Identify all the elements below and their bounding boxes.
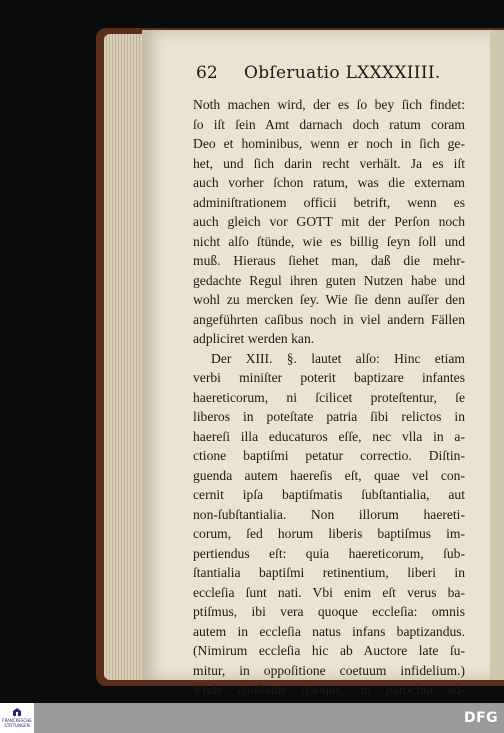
library-logo-text: FRANCKESCHE STIFTUNGEN <box>2 718 32 728</box>
text-line: non-ſubſtantialia. Non illorum haereti- <box>193 506 465 522</box>
text-line: haereticorum, ni ſcilicet proteſtentur, ſe <box>193 389 465 405</box>
text-line: wohl zu mercken ſey. Wie ſie denn auſſer den <box>193 292 465 307</box>
dfg-logo: DFG <box>464 710 499 726</box>
text-line: corum, ſed horum liberis baptiſmus im- <box>193 526 465 541</box>
text-line: het, und ſich darin recht verhält. Ja es iſt <box>193 155 465 171</box>
running-title: Obſeruatio LXXXXIIII. <box>244 63 441 83</box>
text-line: adminiſtrationem officii betrift, wenn es <box>193 194 465 210</box>
text-line: liberos in poteſtate patria ſibi relictos in <box>193 409 465 424</box>
text-line: guenda autem haereſis eſt, quae vel con- <box>193 467 465 483</box>
text-line: pertiendus eſt: quia haereticorum, ſub- <box>193 545 465 561</box>
page-edges <box>104 34 144 680</box>
text-line: ſo iſt ſein Amt darnach doch ratum coram <box>193 116 465 132</box>
text-line: angeführten caſibus noch in viel andern Fällen <box>193 311 465 327</box>
text-line: haereſi illa educaturos eſſe, nec vlla in a- <box>193 428 465 444</box>
text-line: auch vorher ſchon ratum, was die externam <box>193 175 465 190</box>
text-line: ſtantialia baptiſmi retinentium, liberi in <box>193 565 465 580</box>
text-line: cernit ipſa baptiſmatis ſubſtantialia, aut <box>193 487 465 502</box>
viewer-footer-bar <box>0 703 504 733</box>
text-line: verbi miniſter poterit baptizare infantes <box>193 370 465 385</box>
running-header <box>196 63 464 85</box>
text-line: (Nimirum eccleſia hic ab Auctore late ſu- <box>193 643 465 658</box>
text-line: Noth machen wird, der es ſo bey ſich findet: <box>193 97 465 112</box>
body-text <box>193 95 465 719</box>
text-line: Vnde apoſtatae quoque, in parochia ad- <box>193 682 465 697</box>
page-number: 62 <box>196 63 218 83</box>
text-line: nicht alſo ſtünde, wie es billig ſeyn ſoll und <box>193 233 465 249</box>
crest-icon <box>12 707 22 717</box>
text-line: mitur, in oppoſitione coetuum infidelium.) <box>193 662 465 678</box>
facing-page-edge <box>490 30 504 680</box>
text-line: Deo et hominibus, wenn er noch in ſich ge- <box>193 136 465 151</box>
text-line: ptiſmus, ibi vera quoque eccleſia: omnis <box>193 604 465 619</box>
text-line: gedachte Regul ihren guten Nutzen habe und <box>193 272 465 288</box>
text-line: eccleſia ſunt nati. Vbi enim eſt verus ba- <box>193 584 465 600</box>
text-line: autem in eccleſia natus infans baptizandus. <box>193 623 465 639</box>
text-line: muß. Hieraus ſiehet man, daß die mehr- <box>193 253 465 268</box>
text-line: auch gleich vor GOTT mit der Perſon noch <box>193 214 465 229</box>
text-line: Der XIII. §. lautet alſo: Hinc etiam <box>211 350 465 366</box>
text-line: adpliciret werden kan. <box>193 331 315 346</box>
text-line: ctione baptiſmi petatur correctio. Diſtin- <box>193 448 465 463</box>
